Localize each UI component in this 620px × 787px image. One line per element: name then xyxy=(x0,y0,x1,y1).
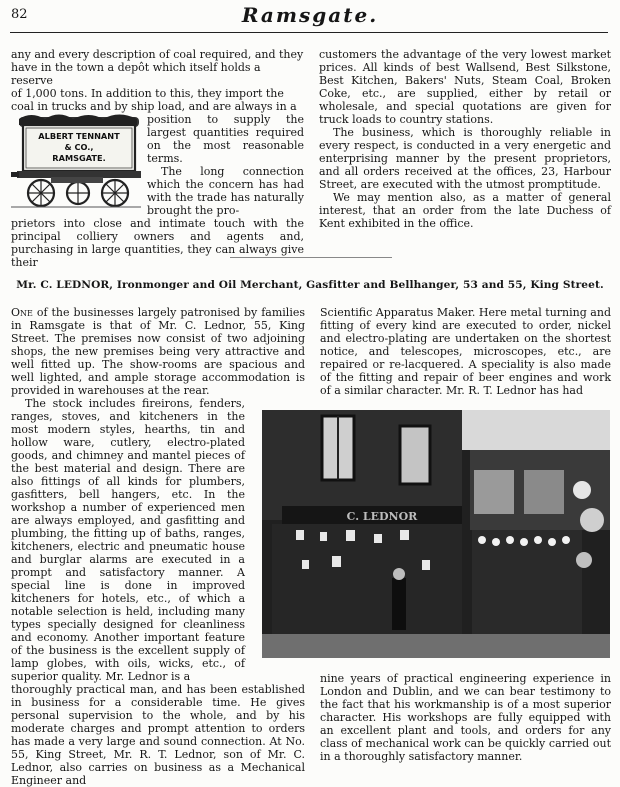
page-header xyxy=(0,0,620,44)
wagon-text-line: & CO., xyxy=(64,142,94,152)
header-rule xyxy=(10,32,608,33)
page-number: 82 xyxy=(11,7,28,22)
paragraph xyxy=(11,306,305,397)
paragraph-text: of the businesses largely patronised by families in Ramsgate is that of Mr. C. Lednor, 55, King Street. The premises now consist of two adjoining shops, the new premises being very attractive and well fitted up. The show-rooms are spacious and well lighted, and ample storage accommodation is provided in warehouses at the rear. xyxy=(11,306,305,397)
shop-sign: C. LEDNOR xyxy=(346,510,418,523)
lower-left-column xyxy=(11,306,305,787)
paragraph: prietors into close and intimate touch with the principal colliery owners and agents and, purchasing in large quantities, they can always give their xyxy=(11,217,304,269)
text-line: any and every description of coal required, and they xyxy=(11,48,304,61)
upper-left-lines xyxy=(11,48,304,113)
text-line: have in the town a depôt which itself holds a reserve xyxy=(11,61,261,87)
paragraph: The long connection which the concern has had with the trade has naturally brought the pro- xyxy=(147,165,304,217)
lower-right-column xyxy=(320,306,611,397)
coal-wagon-illustration xyxy=(11,113,141,211)
section-divider xyxy=(230,257,392,258)
shop-photograph xyxy=(262,410,610,658)
text-line: coal in trucks and by ship load, and are always in a xyxy=(11,100,297,113)
paragraph: position to supply the largest quantities required on the most reasonable terms. xyxy=(147,113,304,165)
drop-word: One xyxy=(11,306,33,319)
paragraph: Scientific Apparatus Maker. Here metal turning and fitting of every kind are executed to order, nickel and electro-plating are undertaken on the shortest notice, and telescopes, microscopes, etc., are repaired or re-lacquered. A speciality is also made of the fitting and repair of beer engines and work of a similar character. Mr. R. T. Lednor has had xyxy=(320,306,611,397)
upper-right-column xyxy=(319,48,611,230)
lower-right-column-bottom xyxy=(320,672,611,763)
running-title: Ramsgate. xyxy=(241,3,379,27)
wagon-text-line: ALBERT TENNANT xyxy=(38,131,120,141)
text-line: of 1,000 tons. In addition to this, they import the xyxy=(11,87,284,100)
paragraph: thoroughly practical man, and has been established in business for a considerable time. He gives personal supervision to the whole, and by his moderate charges and prompt attention to orders has made a very large and sound connection. At No. 55, King Street, Mr. R. T. Lednor, son of Mr. C. Lednor, also carries on business as a Mechanical Engineer and xyxy=(11,683,305,787)
paragraph: We may mention also, as a matter of general interest, that an order from the late Duchess of Kent exhibited in the office. xyxy=(319,191,611,230)
wagon-text-line: RAMSGATE. xyxy=(52,153,106,163)
upper-left-column xyxy=(11,48,304,269)
paragraph: The stock includes fireirons, fenders, ranges, stoves, and kitcheners in the most modern styles, hearths, tin and hollow ware, cutlery, electro-plated goods, and chimney and mantel pieces of the best material and design. There are also fittings of all kinds for plumbers, gasfitters, bell hangers, etc. In the workshop a number of experienced men are always employed, and gasfitting and plumbing, the fitting up of baths, ranges, kitcheners, electric and pneumatic house and burglar alarms are executed in a prompt and satisfactory manner. A special line is done in improved kitcheners for hotels, etc., of which a notable selection is held, including many types specially designed for cleanliness and economy. Another important feature of the business is the excellent supply of lamp globes, with oils, wicks, etc., of superior quality. Mr. Lednor is a xyxy=(11,397,245,683)
section-heading: Mr. C. LEDNOR, Ironmonger and Oil Merchant, Gasfitter and Bellhanger, 53 and 55, King Street. xyxy=(16,279,604,291)
paragraph: nine years of practical engineering experience in London and Dublin, and we can bear testimony to the fact that his workmanship is of a most superior character. His workshops are fully equipped with an excellent plant and tools, and orders for any class of mechanical work can be quickly carried out in a thoroughly satisfactory manner. xyxy=(320,672,611,763)
paragraph: customers the advantage of the very lowest market prices. All kinds of best Wallsend, Best Silkstone, Best Kitchen, Bakers' Nuts, Steam Coal, Broken Coke, etc., are supplied, either by retail or wholesale, and special quotations are given for truck loads to country stations. xyxy=(319,48,611,126)
paragraph: The business, which is thoroughly reliable in every respect, is conducted in a very energetic and enterprising manner by the present proprietors, and all orders received at the offices, 23, Harbour Street, are executed with the utmost promptitude. xyxy=(319,126,611,191)
